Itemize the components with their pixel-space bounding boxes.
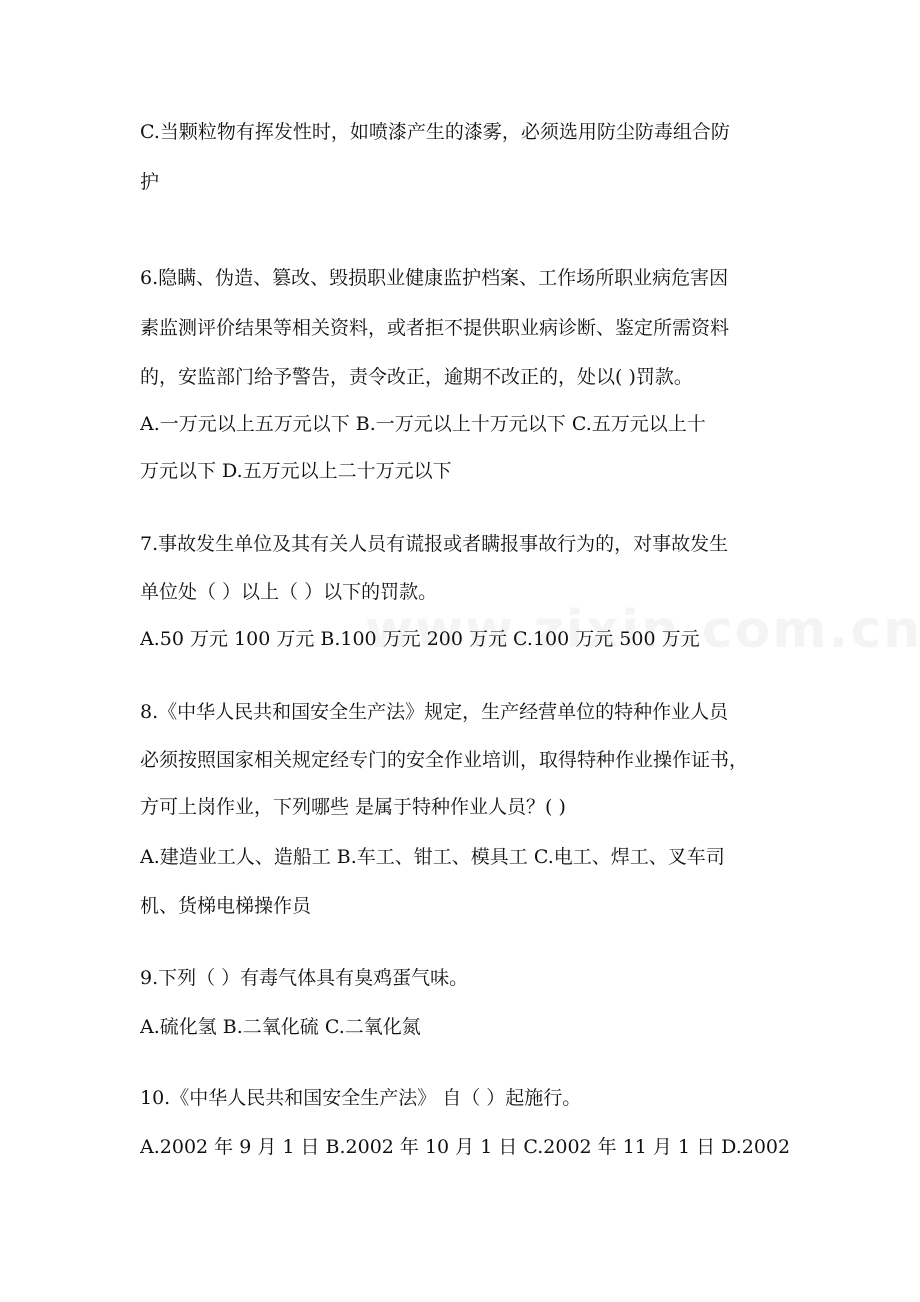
question-8-line: 8.《中华人民共和国安全生产法》规定，生产经营单位的特种作业人员 [140,701,729,723]
text-line: 护 [140,171,160,193]
question-8-options: A.建造业工人、造船工 B.车工、钳工、模具工 C.电工、焊工、叉车司 [140,846,725,868]
question-10-line: 10.《中华人民共和国安全生产法》 自（ ）起施行。 [140,1087,582,1109]
question-6-options: A.一万元以上五万元以下 B.一万元以上十万元以下 C.五万元以上十 [140,413,706,435]
question-6-line: 6.隐瞒、伪造、篡改、毁损职业健康监护档案、工作场所职业病危害因 [140,267,729,289]
question-7-options: A.50 万元 100 万元 B.100 万元 200 万元 C.100 万元 500 万元 [140,628,700,650]
question-6-options: 万元以下 D.五万元以上二十万元以下 [140,460,452,482]
question-6-line: 的，安监部门给予警告，责令改正，逾期不改正的，处以( )罚款。 [140,366,693,388]
question-9-options: A.硫化氢 B.二氧化硫 C.二氧化氮 [140,1016,421,1038]
question-7-line: 7.事故发生单位及其有关人员有谎报或者瞒报事故行为的，对事故发生 [140,533,729,555]
question-8-line: 方可上岗作业，下列哪些 是属于特种作业人员？( ) [140,796,566,818]
question-10-options: A.2002 年 9 月 1 日 B.2002 年 10 月 1 日 C.2002 年 11 月 1 日 D.2002 [140,1136,790,1158]
question-9-line: 9.下列（ ）有毒气体具有臭鸡蛋气味。 [140,967,469,989]
question-6-line: 素监测评价结果等相关资料，或者拒不提供职业病诊断、鉴定所需资料 [140,317,730,339]
question-8-options: 机、货梯电梯操作员 [140,895,312,917]
question-7-line: 单位处（ ）以上（ ）以下的罚款。 [140,581,438,603]
text-line: C.当颗粒物有挥发性时，如喷漆产生的漆雾，必须选用防尘防毒组合防 [140,121,730,143]
question-8-line: 必须按照国家相关规定经专门的安全作业培训，取得特种作业操作证书， [140,749,749,771]
